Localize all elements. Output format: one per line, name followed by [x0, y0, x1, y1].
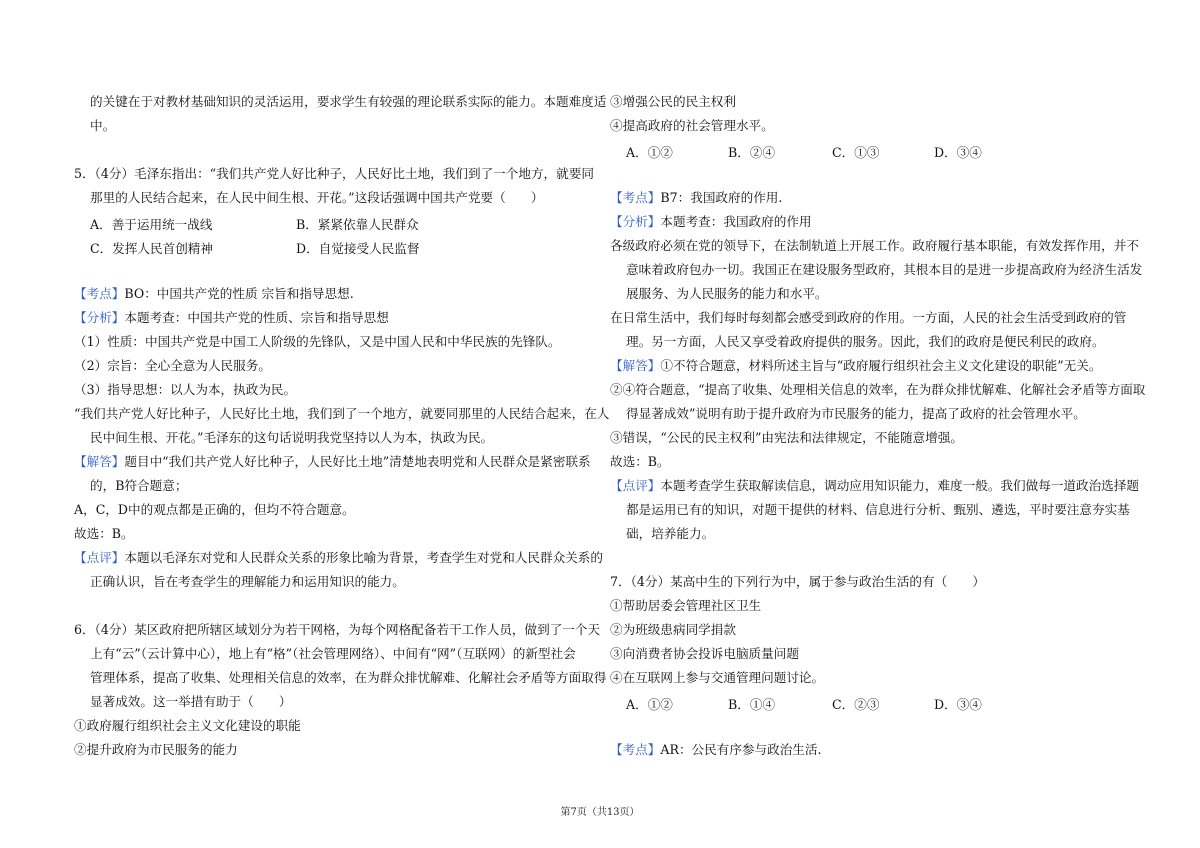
q7-option-a: A．①②	[626, 697, 673, 712]
q5-stem-2: 那里的人民结合起来，在人民中间生根、开花。”这段话强调中国共产党要（ ）	[90, 190, 544, 205]
a5-quote-2: 民中间生根、开花。”毛泽东的这句话说明我党坚持以人为本，执政为民。	[90, 430, 494, 445]
a6-dianping	[610, 478, 1139, 494]
dianping-text: 本题以毛泽东对党和人民群众关系的形象比喻为背景，考查学生对党和人民群众关系的	[124, 550, 603, 565]
q6-stem-2: 上有“云”（云计算中心），地上有“格”（社会管理网络）、中间有“网”（互联网）的新型社会	[90, 646, 576, 661]
a6-para1-2: 意味着政府包办一切。我国正在建设服务型政府，其根本目的是进一步提高政府为经济生活发	[626, 262, 1143, 277]
q6-item-2: ②提升政府为市民服务的能力	[74, 742, 238, 757]
q6-stem-1: 6．（4分）某区政府把所辖区域划分为若干网格，为每个网格配备若干工作人员，做到了一个天	[74, 622, 601, 637]
a5-choice: 故选：B。	[74, 526, 134, 541]
a5-point-1: （1）性质：中国共产党是中国工人阶级的先锋队，又是中国人民和中华民族的先锋队。	[74, 334, 561, 349]
a5-other: A，C，D中的观点都是正确的，但均不符合题意。	[74, 502, 355, 517]
a5-dianping	[74, 550, 603, 566]
q7-stem: 7．（4分）某高中生的下列行为中，属于参与政治生活的有（ ）	[610, 574, 985, 589]
dianping-tag: 【点评】	[610, 478, 661, 493]
q6-stem-3: 管理体系，提高了收集、处理相关信息的效率，在为群众排忧解难、化解社会矛盾等方面取得	[90, 670, 607, 685]
q6-stem-4: 显著成效。这一举措有助于（ ）	[90, 694, 292, 709]
jieda-text: 题目中“我们共产党人好比种子，人民好比土地”清楚地表明党和人民群众是紧密联系	[124, 454, 591, 469]
a5-fenxi	[74, 310, 389, 326]
a6-p24-2: 得显著成效”说明有助于提升政府为市民服务的能力，提高了政府的社会管理水平。	[626, 406, 1086, 421]
a6-para2-1: 在日常生活中，我们每时每刻都会感受到政府的作用。一方面，人民的社会生活受到政府的管	[610, 310, 1127, 325]
q7-option-b: B．①④	[728, 697, 776, 712]
a5-point-2: （2）宗旨：全心全意为人民服务。	[74, 358, 271, 373]
fenxi-text: 本题考查：中国共产党的性质、宗旨和指导思想	[124, 310, 389, 325]
q6-option-a: A．①②	[626, 145, 673, 160]
q7-item-4: ④在互联网上参与交通管理问题讨论。	[610, 670, 825, 685]
intro-line-1: 的关键在于对教材基础知识的灵活运用，要求学生有较强的理论联系实际的能力。本题难度适	[90, 94, 607, 109]
a6-kaodian	[610, 190, 782, 206]
a7-kaodian	[610, 742, 822, 758]
a5-point-3: （3）指导思想：以人为本，执政为民。	[74, 382, 297, 397]
kaodian-tag: 【考点】	[610, 742, 661, 757]
q7-item-1: ①帮助居委会管理社区卫生	[610, 598, 762, 613]
a6-fenxi	[610, 214, 812, 230]
kaodian-tag: 【考点】	[610, 190, 661, 205]
a5-jieda	[74, 454, 591, 470]
kaodian-text: AR：公民有序参与政治生活.	[660, 742, 822, 757]
kaodian-tag: 【考点】	[74, 286, 125, 301]
kaodian-text: BO：中国共产党的性质 宗旨和指导思想.	[124, 286, 354, 301]
a6-dianping-2: 都是运用已有的知识，对题干提供的材料、信息进行分析、甄别、遴选，平时要注意夯实基	[626, 502, 1130, 517]
q7-option-d: D．③④	[934, 697, 982, 712]
page-footer: 第7页（共13页）	[560, 807, 640, 818]
kaodian-text: B7：我国政府的作用.	[660, 190, 783, 205]
a6-jieda	[610, 358, 1101, 374]
a6-p3: ③错误，“公民的民主权利”由宪法和法律规定，不能随意增强。	[610, 430, 963, 445]
a6-para1-1: 各级政府必须在党的领导下，在法制轨道上开展工作。政府履行基本职能，有效发挥作用，并不	[610, 238, 1139, 253]
a5-quote-1: “我们共产党人好比种子，人民好比土地，我们到了一个地方，就要同那里的人民结合起来，在人	[74, 406, 610, 421]
q5-option-c: C．发挥人民首创精神	[90, 241, 213, 256]
q6-item-4: ④提高政府的社会管理水平。	[610, 118, 774, 133]
a6-para2-2: 理。另一方面，人民又享受着政府提供的服务。因此，我们的政府是便民利民的政府。	[626, 334, 1105, 349]
q5-option-d: D．自觉接受人民监督	[296, 241, 420, 256]
q5-stem-1: 5．（4分）毛泽东指出：“我们共产党人好比种子，人民好比土地，我们到了一个地方，就要同	[74, 166, 594, 181]
a6-choice: 故选：B。	[610, 454, 670, 469]
q7-option-c: C．②③	[832, 697, 880, 712]
q5-option-b: B．紧紧依靠人民群众	[296, 217, 419, 232]
intro-line-2: 中。	[90, 118, 116, 133]
a5-dianping-2: 正确认识，旨在考查学生的理解能力和运用知识的能力。	[90, 574, 405, 589]
q7-item-3: ③向消费者协会投诉电脑质量问题	[610, 646, 799, 661]
jieda-text: ①不符合题意，材料所述主旨与“政府履行组织社会主义文化建设的职能”无关。	[660, 358, 1102, 373]
fenxi-tag: 【分析】	[74, 310, 125, 325]
q6-option-d: D．③④	[934, 145, 982, 160]
fenxi-text: 本题考查：我国政府的作用	[660, 214, 812, 229]
q6-option-b: B．②④	[728, 145, 776, 160]
a6-dianping-3: 础，培养能力。	[626, 526, 715, 541]
q6-option-c: C．①③	[832, 145, 880, 160]
dianping-tag: 【点评】	[74, 550, 125, 565]
dianping-text: 本题考查学生获取解读信息，调动应用知识能力，难度一般。我们做每一道政治选择题	[660, 478, 1139, 493]
jieda-tag: 【解答】	[610, 358, 661, 373]
q6-item-1: ①政府履行组织社会主义文化建设的职能	[74, 718, 301, 733]
a5-jieda-2: 的，B符合题意；	[90, 478, 188, 493]
fenxi-tag: 【分析】	[610, 214, 661, 229]
a6-para1-3: 展服务、为人民服务的能力和水平。	[626, 286, 828, 301]
jieda-tag: 【解答】	[74, 454, 125, 469]
q5-option-a: A．善于运用统一战线	[90, 217, 213, 232]
q7-item-2: ②为班级患病同学捐款	[610, 622, 736, 637]
a5-kaodian	[74, 286, 354, 302]
a6-p24-1: ②④符合题意，“提高了收集、处理相关信息的效率，在为群众排忧解难、化解社会矛盾等方面取	[610, 382, 1146, 397]
q6-item-3: ③增强公民的民主权利	[610, 94, 736, 109]
